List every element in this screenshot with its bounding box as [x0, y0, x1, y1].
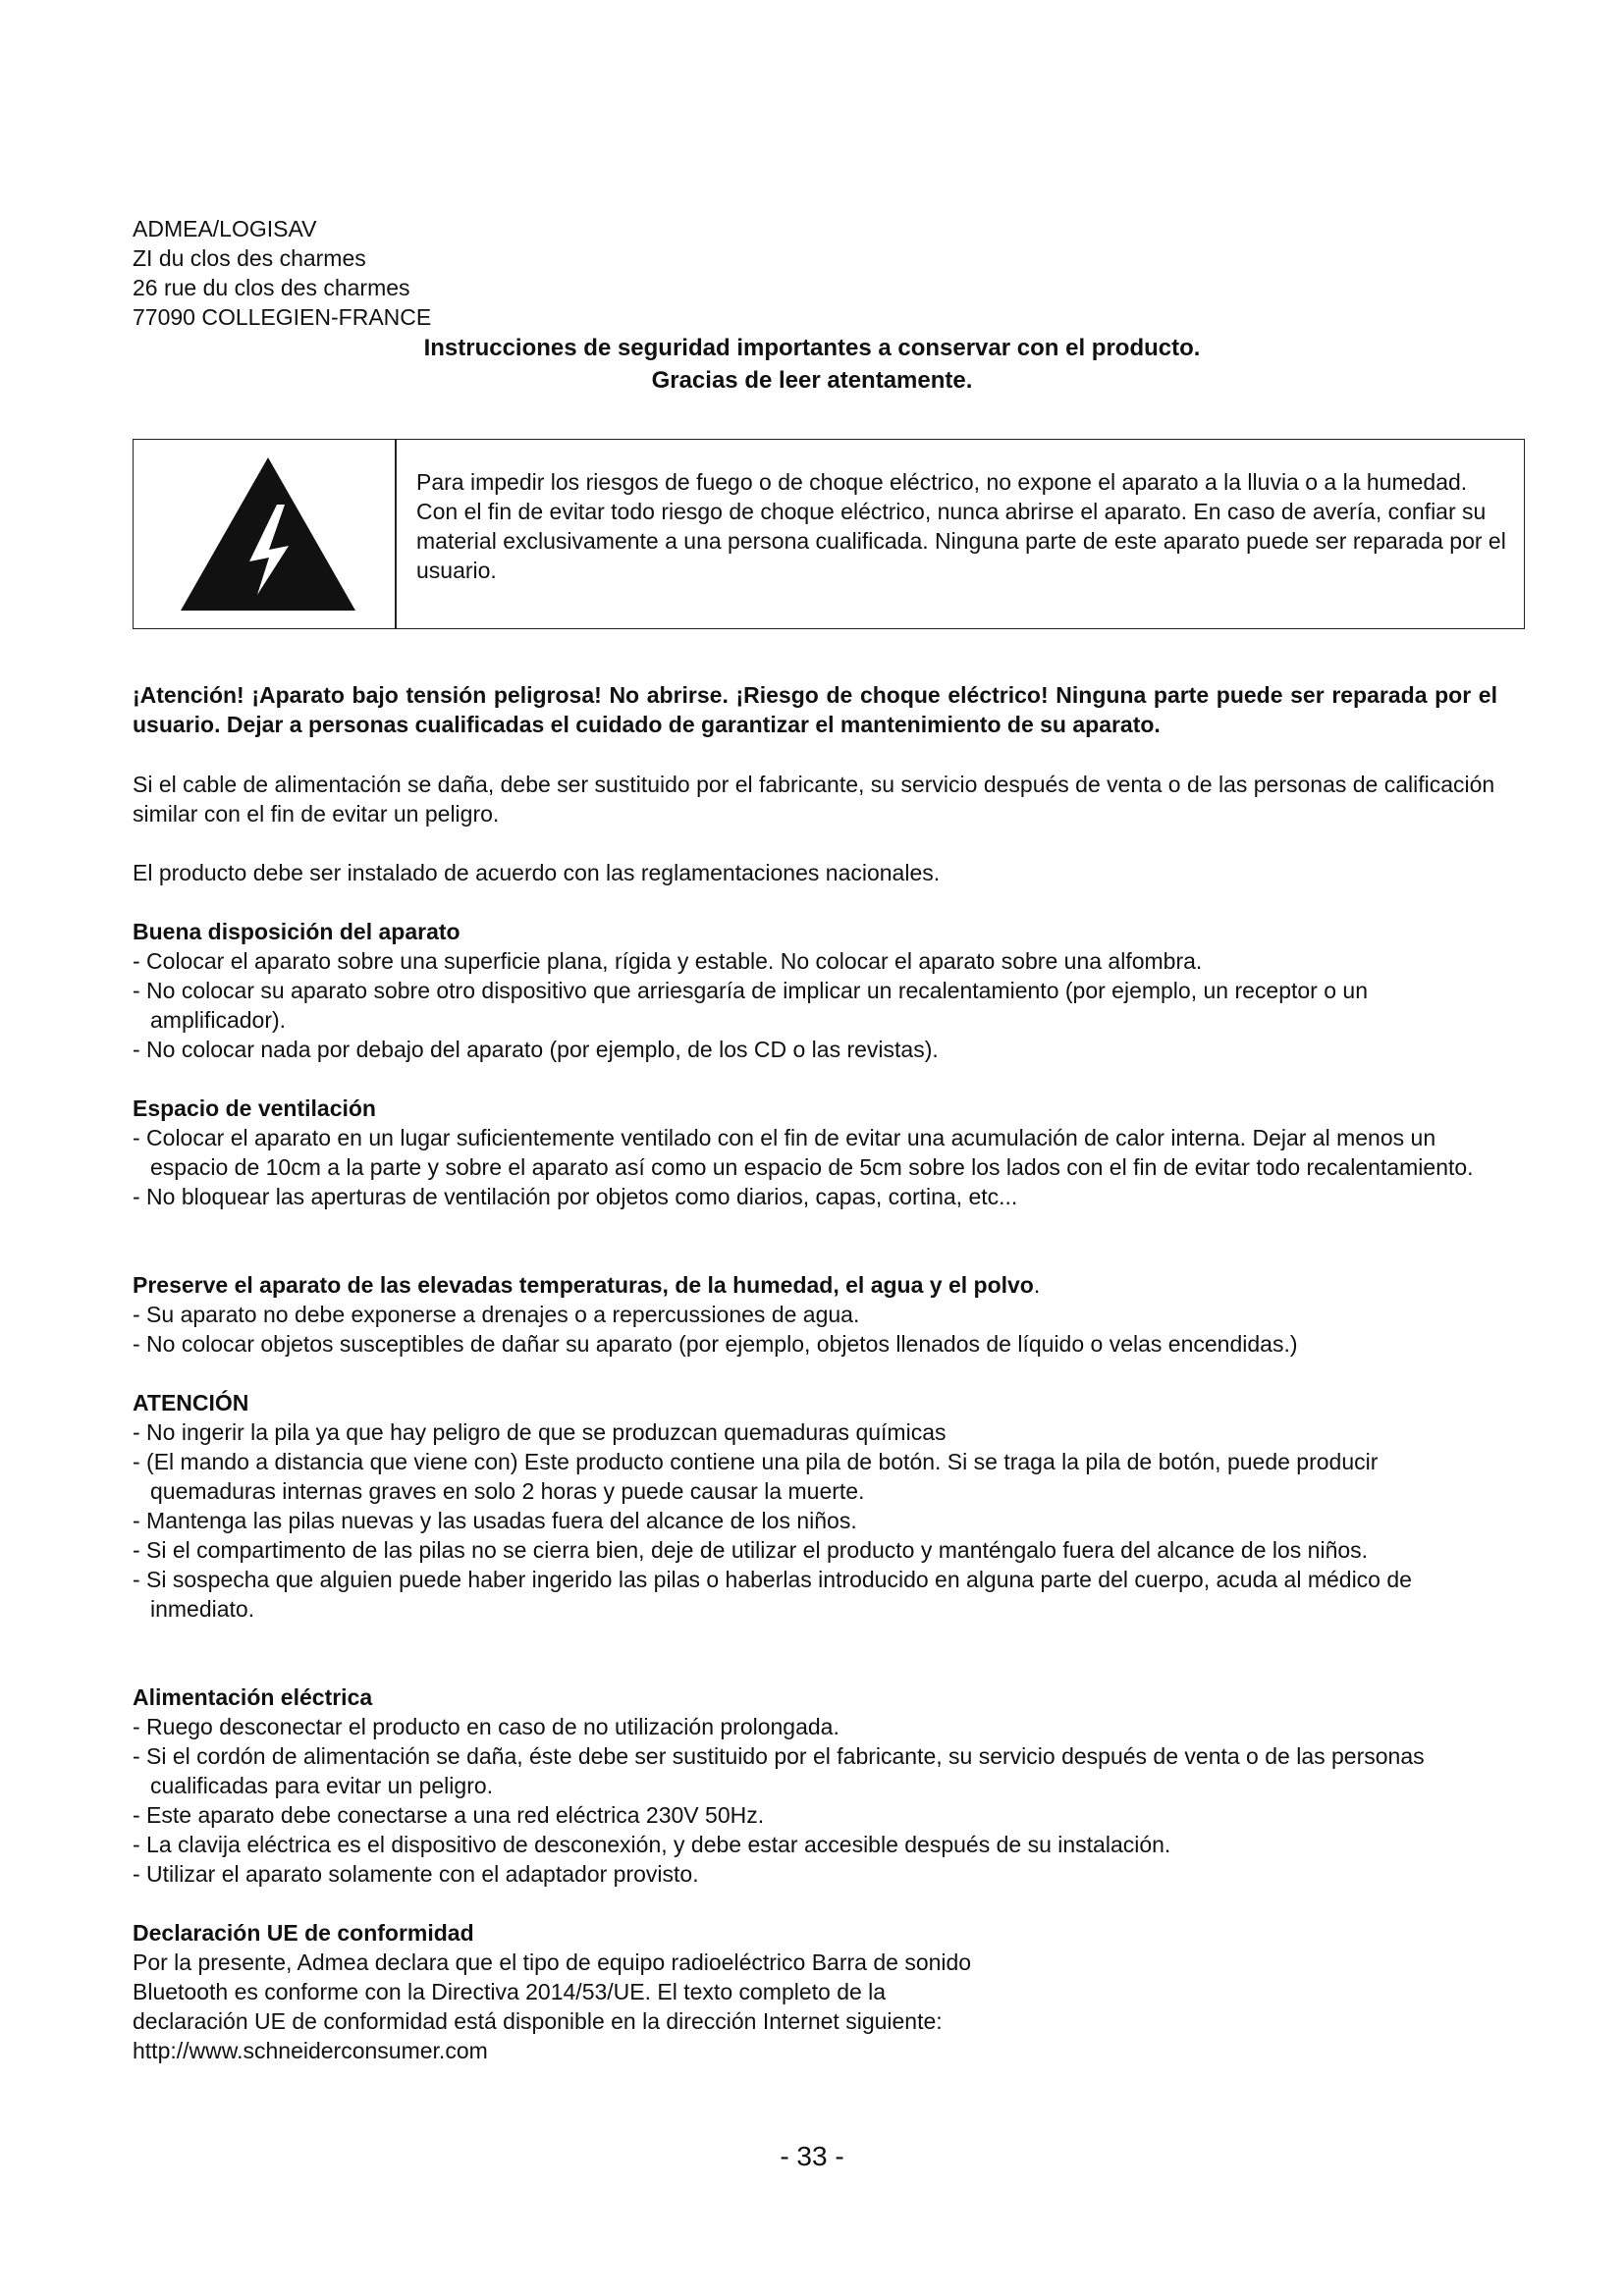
section-heading: Buena disposición del aparato [133, 919, 460, 944]
section-environment [133, 1270, 1497, 1359]
declaration-url: http://www.schneiderconsumer.com [133, 2038, 488, 2063]
page-title: Instrucciones de seguridad importantes a conservar con el producto. [423, 335, 1201, 361]
address-line-3: 26 rue du clos des charmes [133, 275, 410, 300]
address-line-4: 77090 COLLEGIEN-FRANCE [133, 304, 432, 330]
declaration-line: Bluetooth es conforme con la Directiva 2014/53/UE. El texto completo de la [133, 1979, 887, 2004]
list-item: - No colocar su aparato sobre otro dispositivo que arriesgaría de implicar un recalentamiento (por ejemplo, un receptor o un amplificador). [133, 978, 1368, 1033]
address-line-2: ZI du clos des charmes [133, 245, 366, 271]
list-item: - No colocar nada por debajo del aparato (por ejemplo, de los CD o las revistas). [133, 1037, 939, 1062]
list-item: - No bloquear las aperturas de ventilación por objetos como diarios, capas, cortina, etc... [133, 1184, 1018, 1209]
list-item: - Si el compartimento de las pilas no se cierra bien, deje de utilizar el producto y manténgalo fuera del alcance de los niños. [133, 1537, 1369, 1563]
list-item: - (El mando a distancia que viene con) Este producto contiene una pila de botón. Si se traga la pila de botón, puede producir quemaduras internas graves en solo 2 horas y puede causar la muerte. [133, 1449, 1379, 1504]
list-item: - Si sospecha que alguien puede haber ingerido las pilas o haberlas introducido en alguna parte del cuerpo, acuda al médico de inmediato. [133, 1567, 1412, 1622]
declaration-line: declaración UE de conformidad está disponible en la dirección Internet siguiente: [133, 2008, 943, 2034]
warning-box [133, 439, 1525, 629]
list-item: - Ruego desconectar el producto en caso de no utilización prolongada. [133, 1714, 839, 1739]
section-heading: ATENCIÓN [133, 1390, 249, 1415]
list-item: - La clavija eléctrica es el dispositivo de desconexión, y debe estar accesible después de su instalación. [133, 1832, 1171, 1857]
list-item: - Colocar el aparato en un lugar suficientemente ventilado con el fin de evitar una acumulación de calor interna. Dejar al menos un espacio de 10cm a la parte y sobre el aparato así como un espacio de 5cm sobre los lados con el fin de evitar todo recalentamiento. [133, 1125, 1474, 1180]
section-ventilation [133, 1094, 1497, 1211]
box-divider [395, 440, 397, 628]
section-heading: Declaración UE de conformidad [133, 1920, 474, 1946]
declaration-line: Por la presente, Admea declara que el tipo de equipo radioeléctrico Barra de sonido [133, 1949, 972, 1975]
cable-paragraph: Si el cable de alimentación se daña, debe ser sustituido por el fabricante, su servicio después de venta o de las personas de calificación similar con el fin de evitar un peligro. [133, 772, 1495, 827]
list-item: - Utilizar el aparato solamente con el adaptador provisto. [133, 1861, 699, 1887]
section-battery-warning [133, 1388, 1497, 1624]
warning-text: Para impedir los riesgos de fuego o de choque eléctrico, no expone el aparato a la lluvia o a la humedad. Con el fin de evitar todo riesgo de choque eléctrico, nunca abrirse el aparato. En caso de avería, confiar su material exclusivamente a una persona cualificada. Ninguna parte de este aparato puede ser reparada por el usuario. [416, 469, 1506, 583]
address-line-1: ADMEA/LOGISAV [133, 216, 317, 241]
section-heading: Preserve el aparato de las elevadas temperaturas, de la humedad, el agua y el polvo [133, 1272, 1034, 1298]
attention-paragraph: ¡Atención! ¡Aparato bajo tensión peligrosa! No abrirse. ¡Riesgo de choque eléctrico! Ninguna parte puede ser reparada por el usuario. Dejar a personas cualificadas el cuidado de garantizar el mantenimiento de su aparato. [133, 682, 1497, 737]
section-placement [133, 917, 1497, 1064]
electric-shock-warning-icon [179, 455, 357, 613]
page-subtitle: Gracias de leer atentamente. [651, 367, 973, 394]
section-power-supply [133, 1682, 1497, 1889]
list-item: - Colocar el aparato sobre una superficie plana, rígida y estable. No colocar el aparato sobre una alfombra. [133, 948, 1203, 974]
install-paragraph: El producto debe ser instalado de acuerdo con las reglamentaciones nacionales. [133, 860, 941, 885]
list-item: - Este aparato debe conectarse a una red eléctrica 230V 50Hz. [133, 1802, 765, 1828]
list-item: - Mantenga las pilas nuevas y las usadas fuera del alcance de los niños. [133, 1508, 857, 1533]
section-heading: Espacio de ventilación [133, 1095, 376, 1121]
section-eu-declaration [133, 1918, 1497, 2065]
section-heading: Alimentación eléctrica [133, 1684, 373, 1710]
list-item: - Si el cordón de alimentación se daña, éste debe ser sustituido por el fabricante, su servicio después de venta o de las personas cualificadas para evitar un peligro. [133, 1743, 1425, 1798]
sender-address [133, 214, 431, 332]
list-item: - Su aparato no debe exponerse a drenajes o a repercussiones de agua. [133, 1302, 860, 1327]
list-item: - No ingerir la pila ya que hay peligro de que se produzcan quemaduras químicas [133, 1419, 947, 1445]
page-number: - 33 - [780, 2141, 844, 2171]
section-heading-period: . [1033, 1272, 1041, 1298]
list-item: - No colocar objetos susceptibles de dañar su aparato (por ejemplo, objetos llenados de líquido o velas encendidas.) [133, 1331, 1298, 1357]
